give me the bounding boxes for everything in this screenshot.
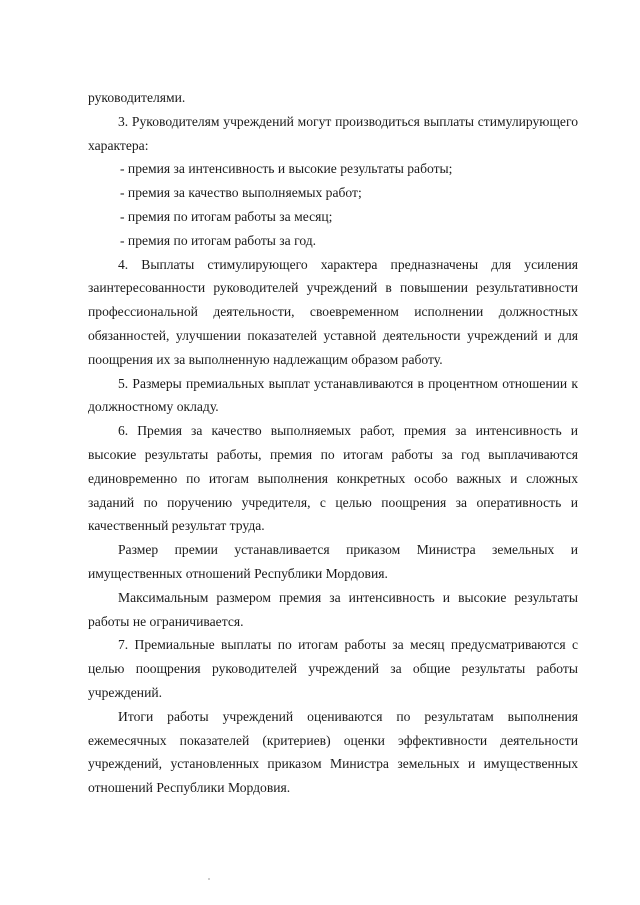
document-page [88,86,578,800]
paragraph-4: 4. Выплаты стимулирующего характера предназначены для усиления заинтересованности руководителей учреждений в повышении результативности профессиональной деятельности, своевременном исполнении должностных обязанностей, улучшении показателей уставной деятельности учреждений и для поощрения их за выполненную надлежащим образом работу. [88,256,578,367]
scan-speck [208,878,210,880]
paragraph-7: 7. Премиальные выплаты по итогам работы за месяц предусматриваются с целью поощрения руководителей учреждений за общие результаты работы учреждений. [88,637,578,700]
list-item-intensity-bonus: - премия за интенсивность и высокие результаты работы; [120,161,453,177]
paragraph-continuation: руководителями. [88,90,186,105]
list-item-yearly-bonus: - премия по итогам работы за год. [120,232,317,248]
paragraph-5: 5. Размеры премиальных выплат устанавливаются в процентном отношении к должностному окладу. [88,375,578,415]
paragraph-max-premium: Максимальным размером премия за интенсивность и высокие результаты работы не ограничивается. [88,589,578,629]
paragraph-3: 3. Руководителям учреждений могут производиться выплаты стимулирующего характера: [88,113,578,153]
list-item-quality-bonus: - премия за качество выполняемых работ; [120,185,362,201]
paragraph-results-evaluation: Итоги работы учреждений оцениваются по результатам выполнения ежемесячных показателей (критериев) оценки эффективности деятельности учреждений, установленных приказом Министра земельных и имущественных отношений Республики Мордовия. [88,708,578,796]
list-item-monthly-bonus: - премия по итогам работы за месяц; [120,208,333,224]
paragraph-premium-size: Размер премии устанавливается приказом Министра земельных и имущественных отношений Республики Мордовия. [88,542,578,581]
paragraph-6: 6. Премия за качество выполняемых работ, премия за интенсивность и высокие результаты работы, премия по итогам работы за год выплачиваются единовременно по итогам выполнения конкретных особо важных и сложных заданий по поручению учредителя, с целью поощрения за оперативность и качественный результат труда. [88,423,578,534]
